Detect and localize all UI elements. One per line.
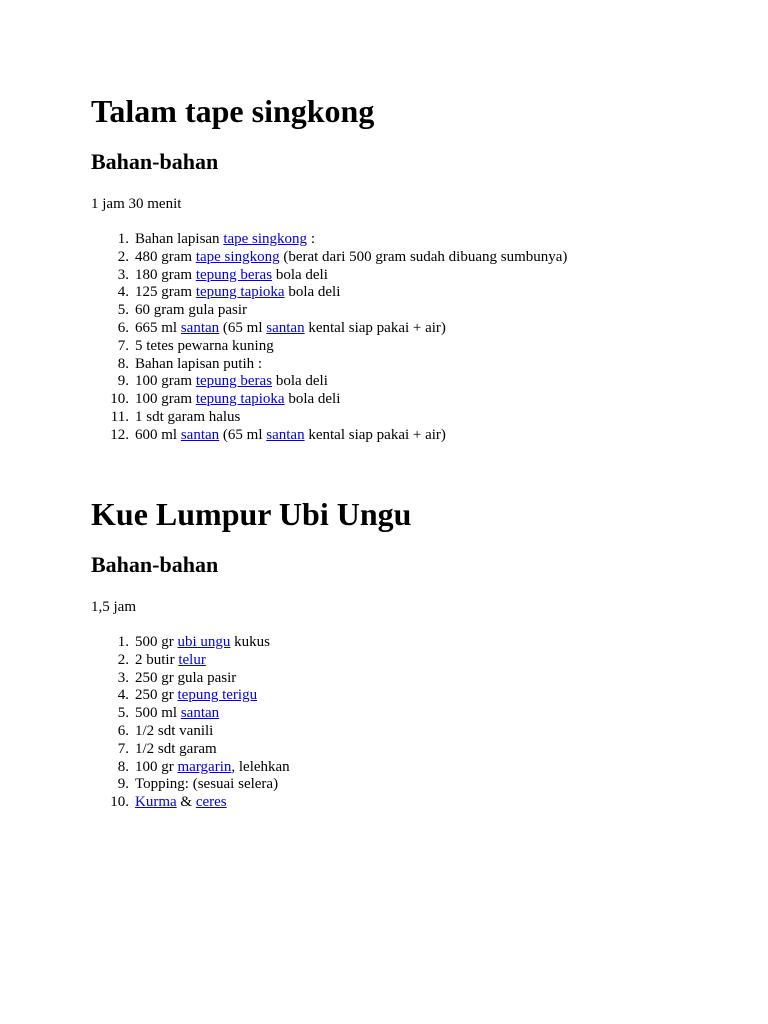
- ingredient-number: 3.: [117, 669, 129, 686]
- ingredient-item: [91, 634, 731, 652]
- ingredient-link[interactable]: tepung beras: [195, 373, 273, 390]
- ingredient-link[interactable]: santan: [266, 426, 305, 443]
- ingredient-number: 8.: [117, 758, 129, 775]
- ingredient-link[interactable]: tepung tapioka: [195, 391, 285, 408]
- ingredient-text: 60 gram gula pasir: [135, 302, 248, 319]
- cooking-duration: 1,5 jam: [91, 599, 136, 615]
- ingredient-link[interactable]: santan: [180, 705, 220, 722]
- ingredient-item: [91, 338, 731, 356]
- ingredient-link[interactable]: tape singkong: [223, 231, 308, 247]
- ingredient-text: bola deli: [272, 373, 328, 390]
- ingredient-text: Bahan lapisan: [135, 231, 224, 247]
- ingredient-item: [91, 409, 731, 427]
- ingredient-link[interactable]: tepung beras: [195, 266, 273, 283]
- ingredient-text: 600 ml: [135, 426, 181, 443]
- ingredient-number: 11.: [110, 408, 129, 425]
- ingredient-text: 2 butir: [135, 651, 179, 668]
- ingredient-item: [91, 356, 731, 374]
- ingredient-text: (berat dari 500 gram sudah dibuang sumbunya): [279, 248, 568, 265]
- ingredient-item: [91, 249, 731, 267]
- ingredient-link[interactable]: ceres: [195, 794, 227, 811]
- ingredient-link[interactable]: Kurma: [135, 794, 177, 811]
- ingredient-text: bola deli: [284, 284, 341, 301]
- ingredient-text: , lelehkan: [231, 758, 290, 775]
- ingredient-link[interactable]: margarin: [177, 758, 232, 775]
- ingredient-number: 6.: [117, 722, 129, 739]
- ingredient-number: 4.: [117, 687, 129, 704]
- ingredient-number: 8.: [117, 355, 129, 372]
- ingredient-text: 125 gram: [135, 284, 196, 301]
- ingredient-number: 5.: [117, 705, 129, 722]
- ingredient-item: [91, 320, 731, 338]
- ingredient-text: bola deli: [272, 266, 328, 283]
- ingredient-link[interactable]: santan: [180, 426, 220, 443]
- ingredient-item: [91, 391, 731, 409]
- ingredient-item: [91, 284, 731, 302]
- ingredient-text: 250 gr: [135, 687, 178, 704]
- ingredient-number: 2.: [117, 651, 129, 668]
- ingredient-link[interactable]: tepung terigu: [177, 687, 258, 704]
- ingredient-number: 7.: [117, 740, 129, 757]
- recipe-title: Kue Lumpur Ubi Ungu: [91, 496, 412, 532]
- ingredient-text: 250 gr gula pasir: [135, 669, 237, 686]
- ingredient-item: [91, 723, 731, 741]
- ingredient-item: [91, 427, 731, 445]
- ingredient-number: 10.: [110, 391, 129, 408]
- ingredient-number: 4.: [117, 284, 129, 301]
- ingredient-text: kukus: [230, 634, 271, 650]
- ingredient-item: [91, 267, 731, 285]
- ingredient-number: 10.: [110, 794, 129, 811]
- ingredient-number: 9.: [117, 373, 129, 390]
- ingredient-number: 5.: [117, 302, 129, 319]
- recipe-title: Talam tape singkong: [91, 93, 375, 129]
- ingredient-item: [91, 373, 731, 391]
- ingredient-text: Bahan lapisan putih :: [135, 355, 263, 372]
- ingredients-heading: Bahan-bahan: [91, 552, 219, 577]
- ingredient-number: 3.: [117, 266, 129, 283]
- ingredient-text: 100 gr: [135, 758, 178, 775]
- ingredient-text: Topping: (sesuai selera): [135, 776, 279, 793]
- recipe-kue-lumpur-ubi-ungu: [91, 495, 731, 812]
- ingredient-item: [91, 687, 731, 705]
- ingredient-text: &: [176, 794, 196, 811]
- ingredient-item: [91, 794, 731, 812]
- ingredient-item: [91, 231, 731, 249]
- ingredient-link[interactable]: ubi ungu: [177, 634, 231, 650]
- ingredient-text: (65 ml: [219, 319, 267, 336]
- ingredient-text: 5 tetes pewarna kuning: [135, 337, 274, 354]
- ingredient-text: 100 gram: [135, 391, 196, 408]
- ingredient-text: 100 gram: [135, 373, 196, 390]
- ingredient-number: 12.: [110, 426, 129, 443]
- ingredient-item: [91, 776, 731, 794]
- ingredient-item: [91, 670, 731, 688]
- recipe-talam-tape-singkong: [91, 92, 731, 445]
- ingredients-heading: Bahan-bahan: [91, 149, 219, 174]
- ingredient-link[interactable]: tape singkong: [195, 248, 280, 265]
- ingredient-text: 1/2 sdt garam: [135, 740, 217, 757]
- ingredient-text: 500 ml: [135, 705, 181, 722]
- ingredient-text: 1 sdt garam halus: [135, 408, 241, 425]
- ingredient-number: 1.: [117, 634, 129, 650]
- ingredient-number: 9.: [117, 776, 129, 793]
- ingredient-item: [91, 652, 731, 670]
- ingredient-link[interactable]: tepung tapioka: [195, 284, 285, 301]
- ingredient-text: 180 gram: [135, 266, 196, 283]
- ingredient-text: kental siap pakai + air): [304, 319, 446, 336]
- ingredient-number: 2.: [117, 248, 129, 265]
- ingredient-link[interactable]: santan: [266, 319, 305, 336]
- ingredient-text: 480 gram: [135, 248, 196, 265]
- ingredient-text: 665 ml: [135, 319, 181, 336]
- ingredient-number: 7.: [117, 337, 129, 354]
- ingredient-link[interactable]: telur: [178, 651, 206, 668]
- ingredient-text: :: [307, 231, 315, 247]
- ingredient-number: 1.: [117, 231, 129, 247]
- ingredient-item: [91, 302, 731, 320]
- ingredient-text: kental siap pakai + air): [304, 426, 446, 443]
- ingredients-list: [91, 231, 731, 445]
- ingredient-item: [91, 741, 731, 759]
- cooking-duration: 1 jam 30 menit: [91, 196, 182, 212]
- ingredient-item: [91, 759, 731, 777]
- ingredient-text: bola deli: [284, 391, 341, 408]
- ingredient-number: 6.: [117, 319, 129, 336]
- ingredient-text: 500 gr: [135, 634, 178, 650]
- ingredient-item: [91, 705, 731, 723]
- ingredient-text: (65 ml: [219, 426, 267, 443]
- ingredient-text: 1/2 sdt vanili: [135, 722, 214, 739]
- ingredients-list: [91, 634, 731, 812]
- ingredient-link[interactable]: santan: [180, 319, 220, 336]
